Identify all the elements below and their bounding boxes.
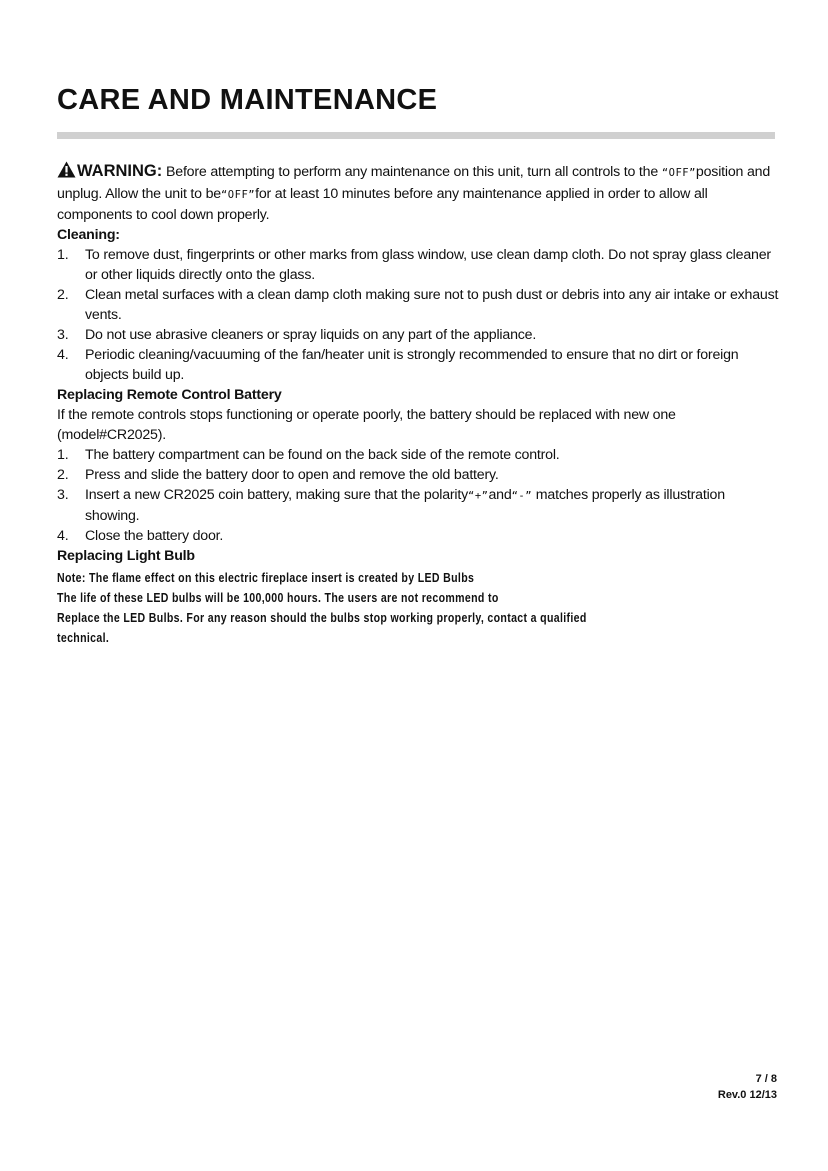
list-text: The battery compartment can be found on the back side of the remote control. [85,447,560,463]
page-number: 7 / 8 [755,1073,777,1085]
note-line: Replace the LED Bulbs. For any reason should the bulbs stop working properly, contact a qualified [57,611,587,625]
list-number: 3. [57,327,69,343]
list-text: and [488,487,512,503]
list-number: 4. [57,528,69,544]
list-item [57,285,779,325]
list-item [57,526,779,546]
list-text: Do not use abrasive cleaners or spray liquids on any part of the appliance. [85,327,537,343]
cleaning-list [57,245,779,385]
bulb-note [57,568,779,648]
list-number: 1. [57,447,69,463]
cleaning-heading: Cleaning: [57,227,120,243]
bulb-heading: Replacing Light Bulb [57,548,195,564]
title-divider [57,132,775,139]
list-text: Close the battery door. [85,528,224,544]
page-footer [718,1071,777,1103]
polarity-minus: “-” [511,490,533,502]
list-item [57,245,779,285]
off-label-2: “OFF” [220,189,256,201]
warning-label: WARNING: [77,162,163,180]
note-line: technical. [57,631,110,645]
note-line: The life of these LED bulbs will be 100,000 hours. The users are not recommend to [57,591,499,605]
list-number: 2. [57,287,69,303]
document-body [57,161,779,648]
page-title: CARE AND MAINTENANCE [57,84,438,116]
list-text: Insert a new CR2025 coin battery, making sure that the polarity [85,487,469,503]
list-number: 3. [57,487,69,503]
list-text: Press and slide the battery door to open and remove the old battery. [85,467,499,483]
list-number: 1. [57,247,69,263]
list-item [57,325,779,345]
warning-text-1: Before attempting to perform any maintenance on this unit, turn all controls to the [162,164,662,180]
list-text: Periodic cleaning/vacuuming of the fan/heater unit is strongly recommended to ensure that no dirt or foreign objects build up. [85,347,739,383]
off-label-1: “OFF” [661,167,696,179]
battery-list [57,445,779,546]
battery-heading: Replacing Remote Control Battery [57,387,282,403]
polarity-plus: “+” [468,490,489,502]
list-number: 2. [57,467,69,483]
revision-label: Rev.0 12/13 [717,1089,777,1101]
warning-triangle-icon [57,161,76,184]
note-line: Note: The flame effect on this electric fireplace insert is created by LED Bulbs [57,571,475,585]
list-text: To remove dust, fingerprints or other marks from glass window, use clean damp cloth. Do not spray glass cleaner or other liquids directly onto the glass. [85,247,771,283]
battery-intro: If the remote controls stops functioning or operate poorly, the battery should be replaced with new one (model#CR2025). [57,407,676,443]
list-item [57,445,779,465]
warning-text-2: position and unplug. Allow the unit to be [57,164,771,202]
list-item [57,485,779,526]
warning-text-3: for at least 10 minutes before any maintenance applied in order to allow all components to cool down properly. [57,186,708,223]
list-item [57,465,779,485]
list-text: matches properly as illustration showing. [85,487,725,524]
list-text: Clean metal surfaces with a clean damp cloth making sure not to push dust or debris into any air intake or exhaust vents. [85,287,779,323]
list-number: 4. [57,347,69,363]
warning-paragraph [57,161,779,225]
list-item [57,345,779,385]
